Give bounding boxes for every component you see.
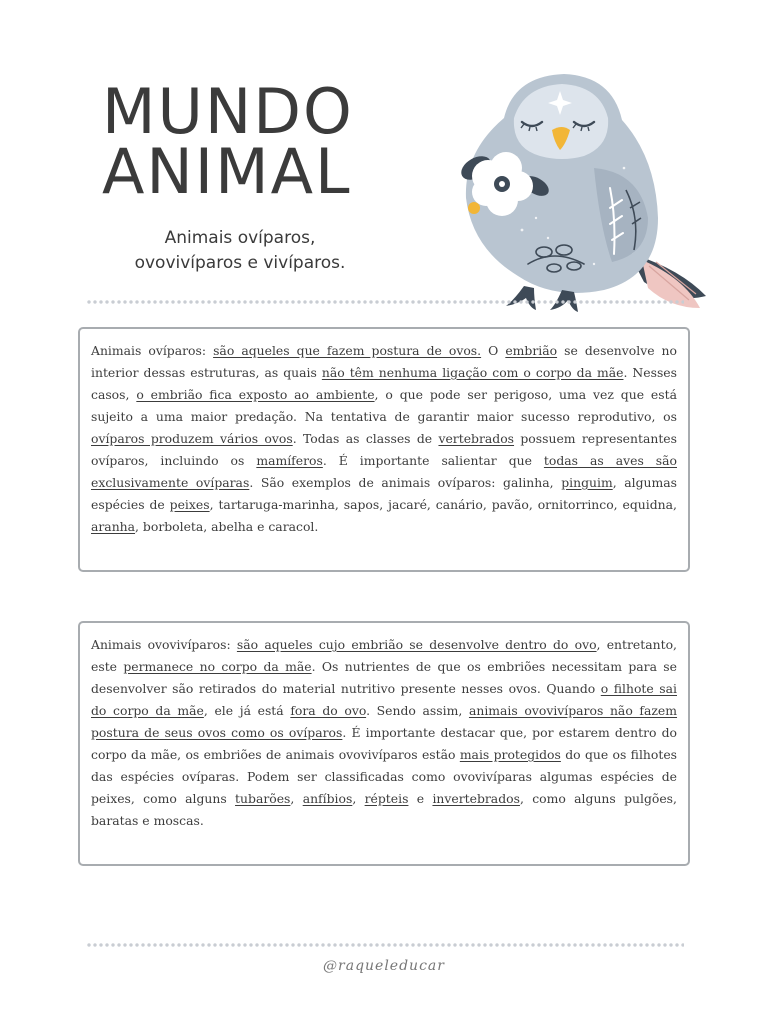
ovoviviparous-text-box xyxy=(78,621,690,866)
underlined-phrase: anfíbios xyxy=(302,791,353,806)
owl-illustration xyxy=(444,68,714,318)
dotted-divider-top xyxy=(86,300,684,304)
ovoviviparous-paragraph: Animais ovovivíparos: são aqueles cujo embrião se desenvolve dentro do ovo, entretanto, este permanece no corpo da mãe. Os nutrientes de que os embriões necessitam para se desenvolver são retirados do material nutritivo presente nesses ovos. Quando o filhote sai do corpo da mãe, ele já está fora do ovo. Sendo assim, animais ovovivíparos não fazem postura de seus ovos como os ovíparos. É importante destacar que, por estarem dentro do corpo da mãe, os embriões de animais ovovivíparos estão mais protegidos do que os filhotes das espécies ovíparas. Podem ser classificadas como ovovivíparas algumas espécies de peixes, como alguns tubarões, anfíbios, répteis e invertebrados, como alguns pulgões, baratas e moscas. xyxy=(91,637,678,828)
underlined-phrase: ovíparos produzem vários ovos xyxy=(91,431,293,446)
title-line-1: MUNDO xyxy=(102,75,354,148)
page-title xyxy=(102,75,402,208)
underlined-phrase: embrião xyxy=(505,343,558,358)
underlined-phrase: animais ovovivíparos não fazem postura de seus ovos como os ovíparos xyxy=(91,703,678,740)
underlined-phrase: não têm nenhuma ligação com o corpo da mãe xyxy=(321,365,624,380)
title-line-2: ANIMAL xyxy=(102,135,352,208)
underlined-phrase: pinguim xyxy=(561,475,613,490)
underlined-phrase: invertebrados xyxy=(432,791,520,806)
underlined-phrase: o embrião fica exposto ao ambiente xyxy=(136,387,375,402)
underlined-phrase: mais protegidos xyxy=(459,747,561,762)
oviparous-text-box xyxy=(78,327,690,572)
underlined-phrase: mamíferos xyxy=(256,453,323,468)
author-handle: @raqueleducar xyxy=(323,958,445,974)
underlined-phrase: fora do ovo xyxy=(290,703,367,718)
underlined-phrase: répteis xyxy=(364,791,409,806)
underlined-phrase: peixes xyxy=(169,497,210,512)
underlined-phrase: aranha xyxy=(91,519,136,534)
underlined-phrase: são aqueles cujo embrião se desenvolve dentro do ovo xyxy=(236,637,597,652)
underlined-phrase: permanece no corpo da mãe xyxy=(123,659,312,674)
underlined-phrase: todas as aves são exclusivamente ovíparas xyxy=(91,453,677,490)
page-subtitle xyxy=(100,226,380,276)
underlined-phrase: vertebrados xyxy=(438,431,515,446)
oviparous-paragraph: Animais ovíparos: são aqueles que fazem postura de ovos. O embrião se desenvolve no interior dessas estruturas, as quais não têm nenhuma ligação com o corpo da mãe. Nesses casos, o embrião fica exposto ao ambiente, o que pode ser perigoso, uma vez que está sujeito a uma maior predação. Na tentativa de garantir maior sucesso reprodutivo, os ovíparos produzem vários ovos. Todas as classes de vertebrados possuem representantes ovíparos, incluindo os mamíferos. É importante salientar que todas as aves são exclusivamente ovíparas. São exemplos de animais ovíparos: galinha, pinguim, algumas espécies de peixes, tartaruga-marinha, sapos, jacaré, canário, pavão, ornitorrinco, equidna, aranha, borboleta, abelha e caracol. xyxy=(91,343,678,534)
subtitle-line-1: Animais ovíparos, xyxy=(164,228,316,248)
dotted-divider-bottom xyxy=(86,943,684,947)
subtitle-line-2: ovovivíparos e vivíparos. xyxy=(134,253,346,273)
underlined-phrase: tubarões xyxy=(235,791,291,806)
underlined-phrase: o filhote sai do corpo da mãe xyxy=(91,681,677,718)
underlined-phrase: são aqueles que fazem postura de ovos. xyxy=(213,343,482,358)
